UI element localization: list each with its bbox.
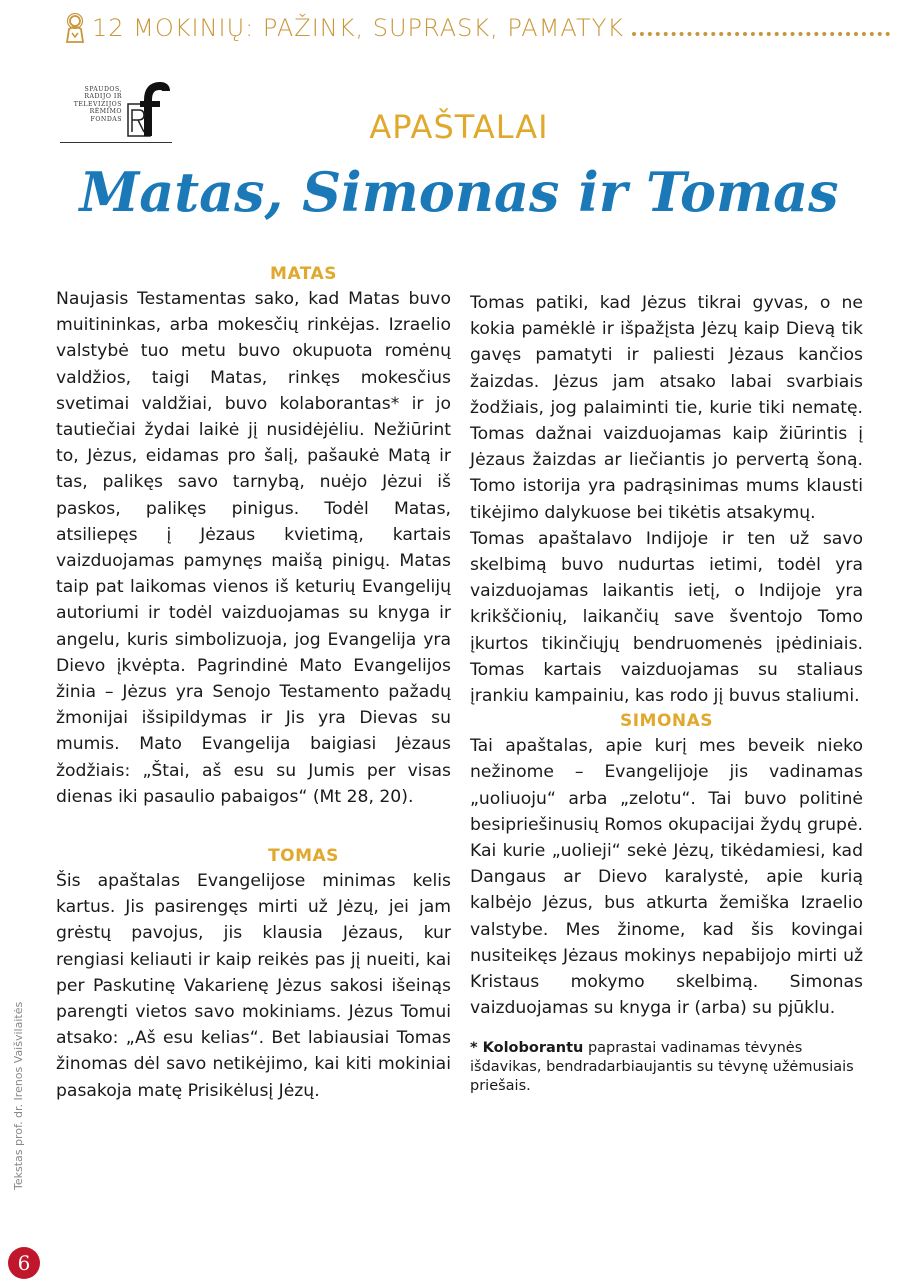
tomas-paragraph-india: Tomas apaštalavo Indijoje ir ten už savo skelbimą buvo nudurtas ietimi, todėl yra vaizduojamas laikantis ietį, o Indijoje yra krikščionių, laikančių save šventojo Tomo įkurtos tikinčiųjų bendruomenės įpėdiniais. Tomas kartais vaizduojamas su staliaus įrankiu kampainiu, kas rodo jį buvus staliumi. <box>470 528 863 707</box>
tomas-paragraph: Šis apaštalas Evangelijose minimas kelis kartus. Jis pasirengęs mirti už Jėzų, jei jam grėstų pavojus, jis klausia Jėzaus, kur rengiasi keliauti ir kaip reikės pas jį nueiti, kai per Paskutinę Vakarienę Jėzus sakosi išeinąs parengti vietos savo mokiniams. Jėzus Tomui atsako: „Aš esu kelias“. Bet labiausiai Tomas žinomas dėl savo netikėjimo, kai kiti mokiniai pasakoja matę Prisikėlusį Jėzų. <box>56 871 451 1101</box>
header-dotted-rule <box>632 32 890 36</box>
author-credit: Tekstas prof. dr. Irenos Vaišvilaitės <box>12 1001 25 1190</box>
footnote-term: * Koloborantu <box>470 1040 584 1057</box>
apostle-figure-icon <box>62 13 88 43</box>
matas-paragraph: Naujasis Testamentas sako, kad Matas buvo muitininkas, arba mokesčių rinkėjas. Izraelio valstybė tuo metu buvo okupuota romėnų valdžios, taigi Matas, rinkęs mokesčius svetimai valdžiai, buvo kolaborantas* ir jo tautiečiai žydai laikė jį nusidėjėliu. Nežiūrint to, Jėzus, eidamas pro šalį, pašaukė Matą ir tas, palikęs savo tarnybą, nuėjo Jėzui iš paskos, palikęs pinigus. Todėl Matas, atsiliepęs į Jėzaus kvietimą, kartais vaizduojamas pamynęs maišą pinigų. Matas taip pat laikomas vienos iš keturių Evangelijų autoriumi ir todėl vaizduojamas su knyga ir angelu, kuris simbolizuoja, jog Evangelija yra Dievo įkvėpta. Pagrindinė Mato Evangelijos žinia – Jėzus yra Senojo Testamento pažadų žmonijai išsipildymas ir Jis yra Dievas su mumis. Mato Evangelija baigiasi Jėzaus žodžiais: „Štai, aš esu su Jumis per visas dienas iki pasaulio pabaigos“ (Mt 28, 20). <box>56 289 451 807</box>
tomas-paragraph-continued: Tomas patiki, kad Jėzus tikrai gyvas, o ne kokia pamėklė ir išpažįsta Jėzų kaip Dievą tik gavęs pamatyti ir paliesti Jėzaus kančios žaizdas. Jėzus jam atsako labai svarbiais žodžiais, jog palaiminti tie, kurie tiki nematę. Tomas dažnai vaizduojamas kaip žiūrintis į Jėzaus žaizdas ar liečiantis jo pervertą šoną. Tomo istorija yra padrąsinimas mums klausti tikėjimo dalykuose bei tikėtis atsakymų. <box>470 293 863 523</box>
series-kicker: APAŠTALAI <box>369 108 549 146</box>
section-heading-matas: MATAS <box>270 264 337 284</box>
right-column <box>470 290 863 1096</box>
section-heading-simonas: SIMONAS <box>619 711 714 732</box>
page-title: Matas, Simonas ir Tomas <box>79 160 839 224</box>
simonas-paragraph: Tai apaštalas, apie kurį mes beveik nieko nežinome – Evangelijoje jis vadinamas „uoliuoju“ arba „zelotu“. Tai buvo politinė besipriešinusių Romos okupacijai žydų grupė. Kai kurie „uolieji“ sekė Jėzų, tikėdamiesi, kad Dangaus ar Dievo karalystė, apie kurią kalbėjo Jėzus, bus atkurta žemiška Izraelio valstybe. Mes žinome, kad šis kovingai nusiteikęs Jėzaus mokinys nepabijojo mirti už Kristaus mokymo skelbimą. Simonas vaizduojamas su knyga ir (arba) su pjūklu. <box>470 736 863 1019</box>
section-heading-tomas: TOMAS <box>268 846 339 867</box>
left-column <box>56 262 451 1104</box>
header-title: 12 MOKINIŲ: PAŽINK, SUPRASK, PAMATYK <box>92 14 625 42</box>
footnote <box>470 1039 863 1096</box>
running-header <box>62 8 890 48</box>
logo-text: SPAUDOS, RADIJO IR TELEVIZIJOS RĖMIMO FONDAS <box>73 86 122 123</box>
page-number: 6 <box>8 1247 40 1279</box>
footnote-definition: paprastai vadinamas tėvynės išdavikas, bendradarbiaujantis su tėvynę užėmusiais priešais. <box>470 1040 854 1095</box>
